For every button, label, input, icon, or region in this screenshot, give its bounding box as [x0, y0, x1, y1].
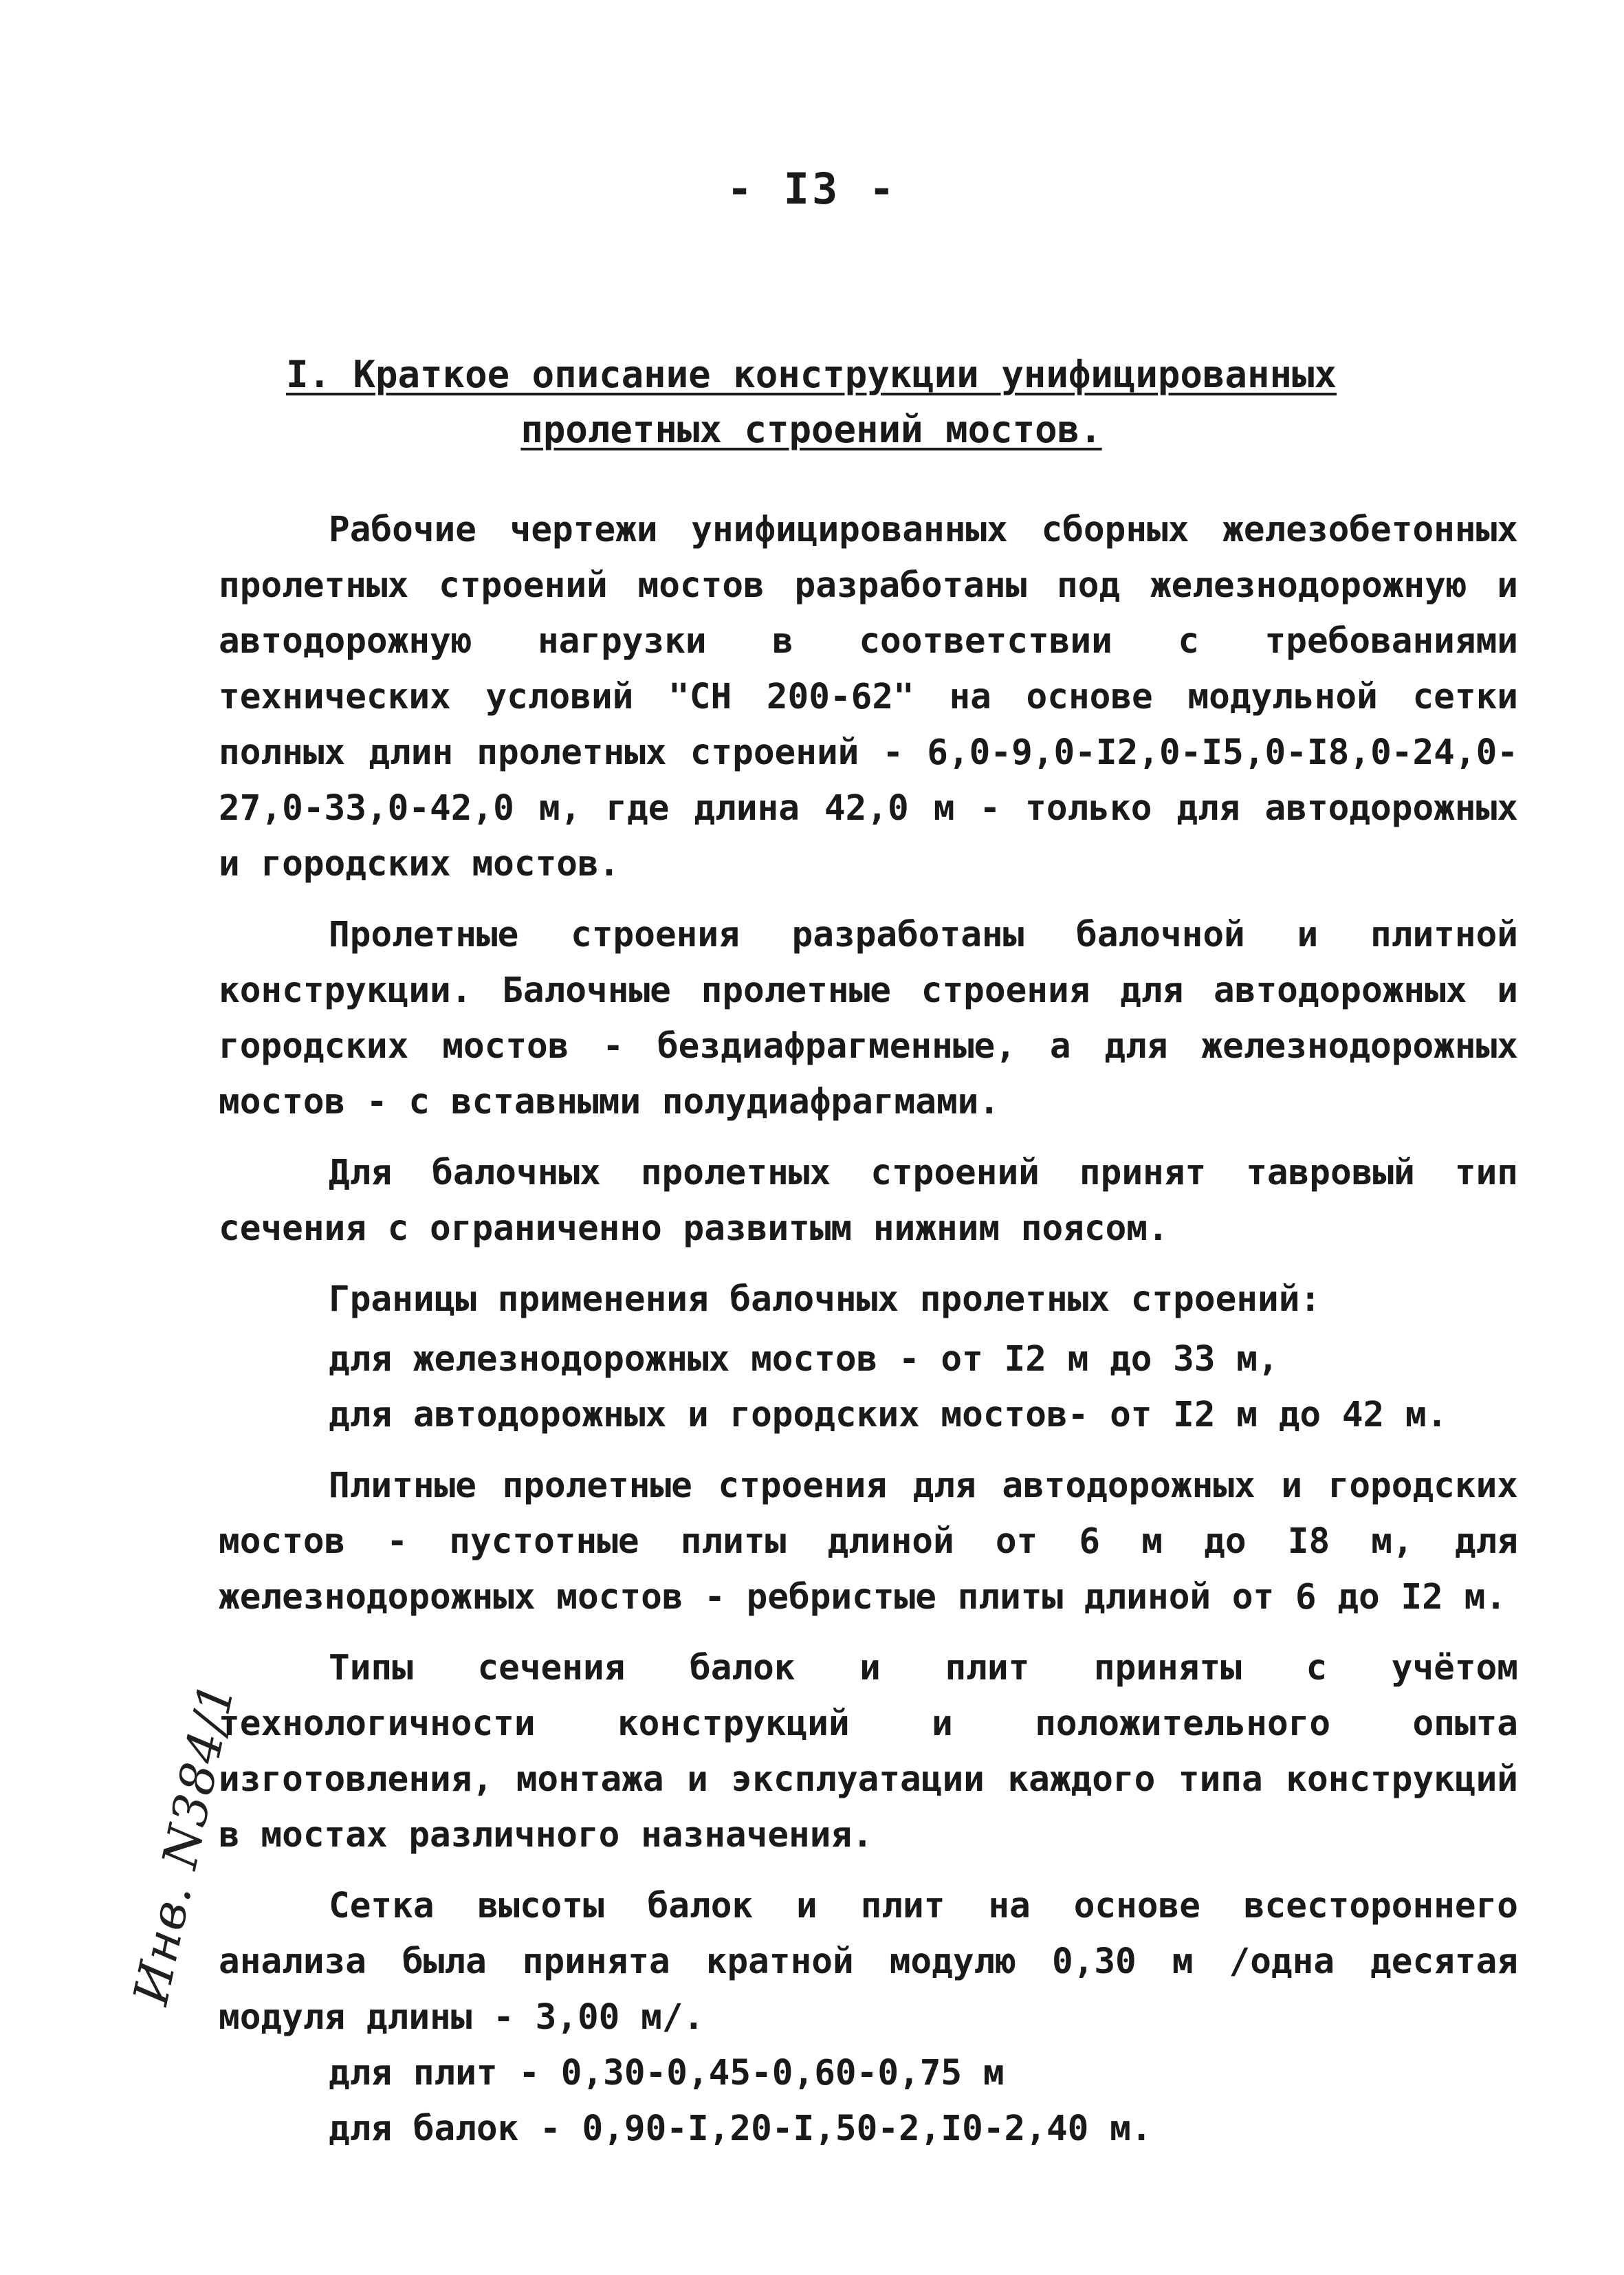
body-text-block-1 — [219, 502, 1518, 2172]
paragraph-general: Рабочие чертежи унифицированных сборных железобетонных пролетных строений мостов разработаны под железнодорожную и автодорожную нагрузки в соответствии с требованиями технических условий "СН 200-62" на основе модульной сетки полных длин пролетных строений - 6,0-9,0-I2,0-I5,0-I8,0-24,0-27,0-33,0-42,0 м, где длина 42,0 м - только для автодорожных и городских мостов. — [219, 510, 1518, 884]
page-number: - I3 - — [727, 164, 897, 214]
limits-list — [219, 1331, 1518, 1443]
paragraph-limits-intro: Границы применения балочных пролетных строений: — [329, 1279, 1321, 1320]
inventory-number-handwritten: Инв. N384/1 — [122, 1677, 246, 2010]
heights-list — [219, 2045, 1518, 2157]
paragraph-construction-types: Пролетные строения разработаны балочной и плитной конструкции. Балочные пролетные строения для автодорожных и городских мостов - бездиафрагменные, а для железнодорожных мостов - с вставными полудиафрагмами. — [219, 915, 1518, 1122]
limits-list-item: для железнодорожных мостов - от I2 м до 33 м, — [329, 1339, 1279, 1380]
heights-list-item: для плит - 0,30-0,45-0,60-0,75 м — [329, 2053, 1005, 2093]
heights-list-item: для балок - 0,90-I,20-I,50-2,I0-2,40 м. — [329, 2109, 1152, 2149]
section-heading-line-1: I. Краткое описание конструкции унифицированных — [285, 353, 1337, 396]
paragraph-slab-spans: Плитные пролетные строения для автодорожных и городских мостов - пустотные плиты длиной от 6 м до I8 м, для железнодорожных мостов - ребристые плиты длиной от 6 до I2 м. — [219, 1466, 1518, 1618]
section-heading — [220, 347, 1403, 457]
paragraph-height-grid: Сетка высоты балок и плит на основе всестороннего анализа была принята кратной модулю 0,30 м /одна десятая модуля длины - 3,00 м/. — [219, 1886, 1518, 2038]
paragraph-section-type: Для балочных пролетных строений принят тавровый тип сечения с ограниченно развитым нижним поясом. — [219, 1153, 1518, 1249]
paragraph-section-selection: Типы сечения балок и плит приняты с учётом технологичности конструкций и положительного опыта изготовления, монтажа и эксплуатации каждого типа конструкций в мостах различного назначения. — [219, 1648, 1518, 1855]
limits-list-item: для автодорожных и городских мостов- от I2 м до 42 м. — [329, 1395, 1448, 1435]
section-heading-line-2: пролетных строений мостов. — [520, 408, 1102, 451]
